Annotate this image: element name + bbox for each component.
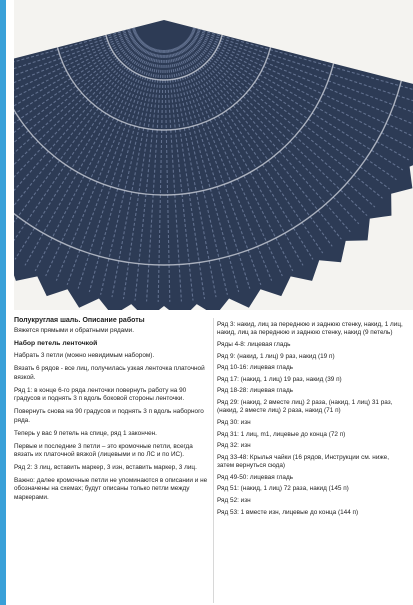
row-instruction: Ряд 17: (накид, 1 лиц) 19 раз, накид (39 п) — [217, 375, 342, 383]
section-heading: Набор петель ленточкой — [14, 340, 98, 347]
row-instruction: Ряд 33-48: Крылья чайки (16 рядов, Инструкции см. ниже, затем вернуться сюда) — [217, 453, 389, 470]
intro-text: Вяжется прямыми и обратными рядами. — [14, 327, 134, 334]
paragraph: Ряд 1: в конце 6-го ряда ленточки повернуть работу на 90 градусов и поднять 3 п вдоль боковой стороны ленточки. — [14, 386, 187, 403]
accent-bar — [0, 0, 6, 605]
row-instruction: Ряд 10-16: лицевая гладь — [217, 364, 293, 372]
paragraph: Повернуть снова на 90 градусов и поднять 3 п вдоль наборного ряда. — [14, 408, 204, 424]
row-instruction: Ряд 29: (накид, 2 вместе лиц) 2 раза, (накид, 1 лиц) 31 раз, (накид, 2 вместе лиц) 2 раза, накид (71 п) — [217, 398, 393, 415]
row-instruction: Ряд 18-28: лицевая гладь — [217, 387, 293, 395]
row-instruction: Ряд 9: (накид, 1 лиц) 9 раз, накид (19 п) — [217, 352, 335, 360]
paragraph: Набрать 3 петли (можно невидимым набором). — [14, 352, 155, 360]
paragraph: Важно: далее кромочные петли не упоминаются в описании и не обозначены на схемах; будут описаны только петли между маркерами. — [14, 477, 208, 501]
page-title: Полукруглая шаль. Описание работы — [14, 317, 145, 324]
row-instruction: Ряд 51: (накид, 1 лиц) 72 раза, накид (145 п) — [217, 485, 349, 493]
paragraph: Вязать 6 рядов - все лиц, получилась узкая ленточка платочной вязкой. — [14, 365, 205, 381]
row-instruction: Ряд 30: изн — [217, 418, 251, 426]
description-right-column — [217, 321, 407, 520]
column-divider — [213, 318, 214, 603]
row-instruction: Ряд 53: 1 вместе изн, лицевые до конца (144 п) — [217, 508, 359, 516]
row-instruction: Ряд 52: изн — [217, 496, 251, 504]
paragraph: Теперь у вас 9 петель на спице, ряд 1 закончен. — [14, 429, 157, 437]
row-instruction: Ряд 3: накид, лиц за переднюю и заднюю стенку, накид, 1 лиц, накид, лиц за переднюю и заднюю стенку, накид (9 петель) — [217, 321, 403, 337]
description-left-column — [14, 316, 210, 507]
row-instruction: Ряд 49-50: лицевая гладь — [217, 473, 293, 481]
paragraph: Ряд 2: 3 лиц, вставить маркер, 3 изн, вставить маркер, 3 лиц. — [14, 464, 197, 472]
knitted-shawl-image — [14, 0, 413, 310]
row-instruction: Ряды 4-8: лицевая гладь — [217, 341, 291, 348]
paragraph: Первые и последние 3 петли – это кромочные петли, всегда вязать их платочной вязкой (лицевыми и по ЛС и по ИС). — [14, 442, 193, 459]
row-instruction: Ряд 32: изн — [217, 442, 251, 450]
shawl-photo — [14, 0, 413, 310]
row-instruction: Ряд 31: 1 лиц, m1, лицевые до конца (72 п) — [217, 430, 346, 438]
